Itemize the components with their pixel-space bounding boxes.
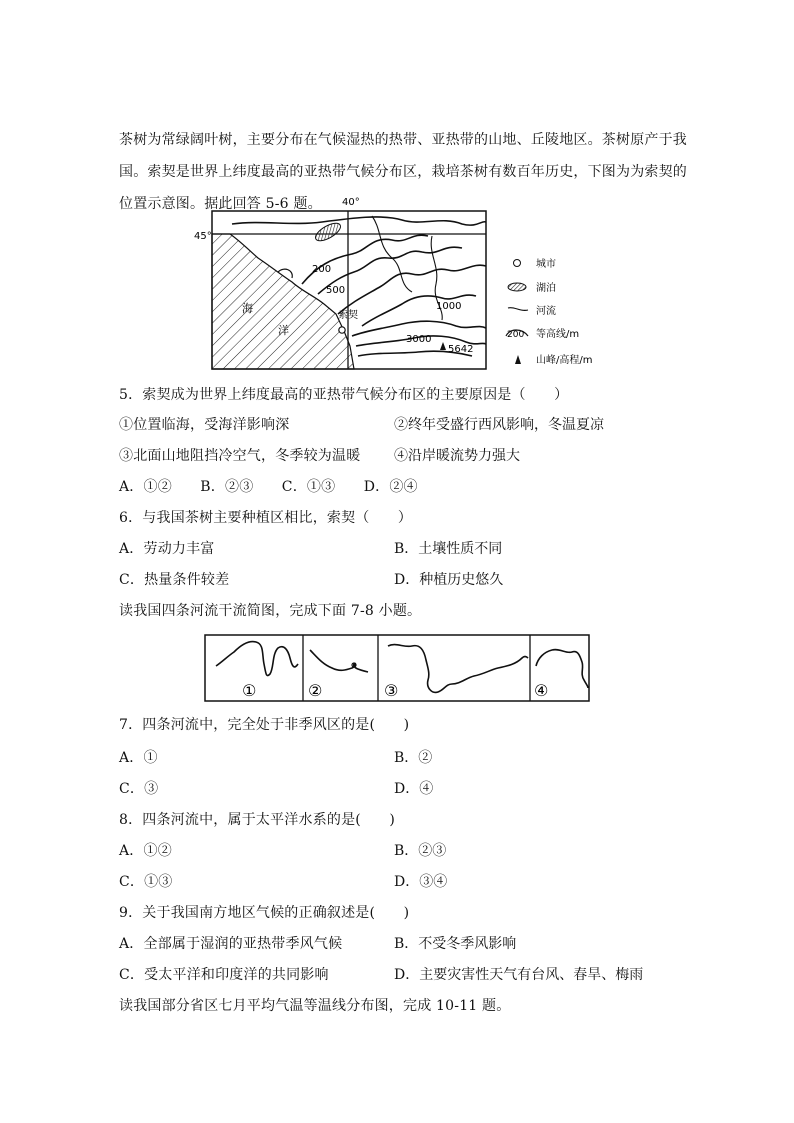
legend-river: 河流 [536,306,556,317]
q5-choices: A．①② B．②③ C．①③ D．②④ [119,479,418,495]
q5-option-3: ③北面山地阻挡冷空气，冬季较为温暖 [119,448,361,464]
river-label-1: ① [242,681,257,700]
intro-line-3: 位置示意图。据此回答 5-6 题。 [119,196,322,212]
q6-option-a: A．劳动力丰富 [119,541,215,557]
river-3-course [388,645,528,693]
q5-stem: 5．索契成为世界上纬度最高的亚热带气候分布区的主要原因是（ ） [119,387,569,403]
river-1-course [216,642,298,676]
lon-40-label: 40° [342,197,360,208]
q9-stem: 9．关于我国南方地区气候的正确叙述是( ) [119,905,410,921]
q8-option-c: C．①③ [119,874,173,890]
q8-option-b: B．②③ [394,843,447,859]
city-label: 索契 [338,310,358,321]
q6-option-d: D．种植历史悠久 [394,572,504,588]
rivers-intro: 读我国四条河流干流简图，完成下面 7-8 小题。 [119,603,422,619]
q7-option-b: B．② [394,750,433,766]
contour-3000-label: 3000 [406,334,432,345]
q7-stem: 7．四条河流中，完全处于非季风区的是( ) [119,717,410,733]
intro-line-1: 茶树为常绿阔叶树，主要分布在气候湿热的热带、亚热带的山地、丘陵地区。茶树原产于我 [119,132,687,148]
legend-peak: 山峰/高程/m [536,355,593,366]
intro-line-2: 国。索契是世界上纬度最高的亚热带气候分布区，栽培茶树有数百年历史，下图为为索契的 [119,164,687,180]
q7-option-c: C．③ [119,781,159,797]
sea-area [212,234,354,369]
peak-elevation-label: 5642 [448,344,474,355]
contour-200-label: 200 [312,264,332,275]
q5-option-1: ①位置临海，受海洋影响深 [119,417,290,433]
sea-label-2: 洋 [278,324,289,337]
q8-stem: 8．四条河流中，属于太平洋水系的是( ) [119,812,396,828]
map-legend [506,257,592,366]
section-intro-10-11: 读我国部分省区七月平均气温等温线分布图，完成 10-11 题。 [119,998,511,1014]
rivers-figure [204,634,590,702]
river-label-2: ② [308,681,323,700]
q8-option-a: A．①② [119,843,172,859]
q9-option-c: C．受太平洋和印度洋的共同影响 [119,967,329,983]
q6-option-c: C．热量条件较差 [119,572,230,588]
lat-45-label: 45° [194,231,212,242]
q6-option-b: B．土壤性质不同 [394,541,503,557]
q9-option-a: A．全部属于湿润的亚热带季风气候 [119,936,343,952]
legend-contour: 等高线/m [536,329,580,340]
q8-option-d: D．③④ [394,874,448,890]
river-2-course [310,650,368,672]
q5-option-4: ④沿岸暖流势力强大 [394,448,520,464]
river-label-3: ③ [384,681,399,700]
contour-1000-label: 1000 [436,301,462,312]
sochi-location-map [192,196,612,371]
sea-label-1: 海 [242,302,253,315]
river-label-4: ④ [534,681,549,700]
q7-option-d: D．④ [394,781,434,797]
q9-option-d: D．主要灾害性天气有台风、春旱、梅雨 [394,967,644,983]
q7-option-a: A．① [119,750,158,766]
contour-500-label: 500 [326,285,346,296]
q6-stem: 6．与我国茶树主要种植区相比，索契（ ） [119,510,413,526]
q5-option-2: ②终年受盛行西风影响，冬温夏凉 [394,417,604,433]
q9-option-b: B．不受冬季风影响 [394,936,517,952]
city-marker-sochi [339,327,345,333]
peak-marker [440,342,446,350]
legend-city: 城市 [536,259,556,270]
legend-contour-sample: 200 [507,330,525,340]
lake [313,220,343,244]
legend-lake: 湖泊 [536,283,556,294]
